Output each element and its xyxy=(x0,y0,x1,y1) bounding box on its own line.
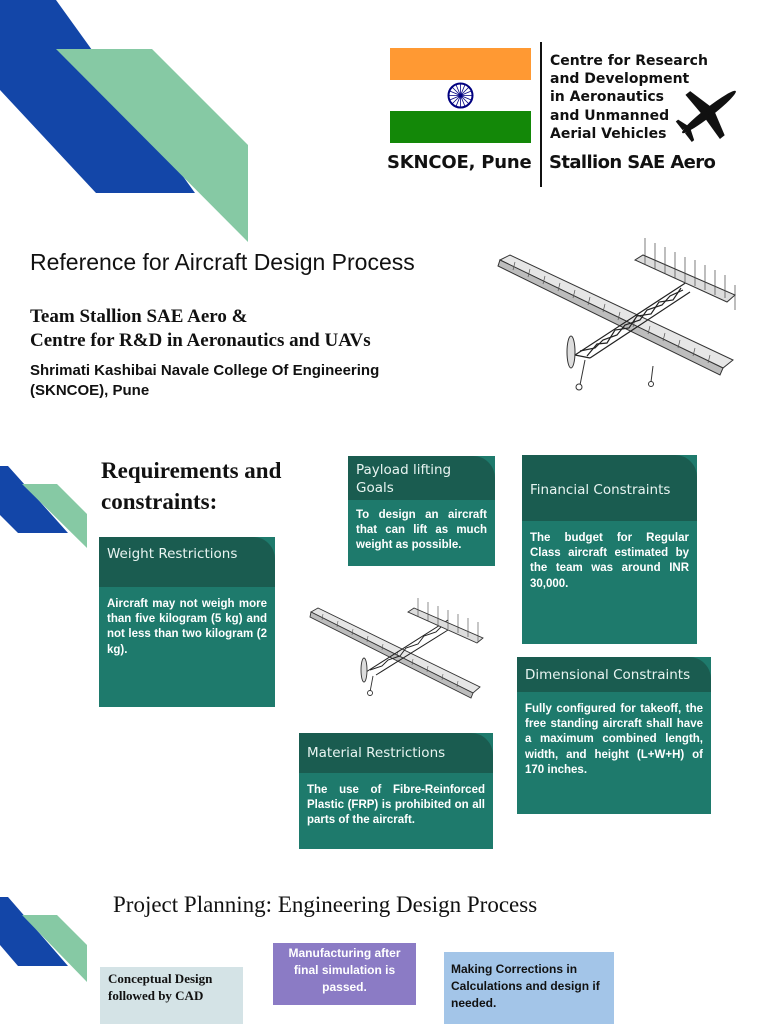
college-line: Shrimati Kashibai Navale College Of Engineering xyxy=(30,362,380,379)
card-body: Fully configured for takeoff, the free standing aircraft shall have a maximum combined length, width, and height (L+W+H) of 170 inches. xyxy=(525,703,703,776)
centre-name-line: Centre for Research xyxy=(550,53,708,69)
requirements-heading xyxy=(101,455,281,517)
step-corrections: Making Corrections in Calculations and design if needed. xyxy=(444,952,614,1024)
card-body: Aircraft may not weigh more than five kilogram (5 kg) and not less than two kilogram (2 kg). xyxy=(107,598,267,656)
requirements-heading-line: constraints: xyxy=(101,489,218,514)
airplane-icon xyxy=(672,80,747,150)
team-line: Team Stallion SAE Aero & xyxy=(30,306,248,327)
requirements-heading-line: Requirements and xyxy=(101,458,282,483)
step-manufacturing: Manufacturing after final simulation is passed. xyxy=(273,943,416,1005)
centre-name-line: and Unmanned xyxy=(550,107,670,124)
card-body: The budget for Regular Class aircraft estimated by the team was around INR 30,000. xyxy=(530,532,689,590)
planning-title: Project Planning: Engineering Design Process xyxy=(113,892,538,917)
card-title: Financial Constraints xyxy=(522,455,697,521)
india-flag xyxy=(390,48,531,143)
card-title: Dimensional Constraints xyxy=(517,657,711,692)
step-conceptual-design: Conceptual Design followed by CAD xyxy=(100,967,243,1024)
logo-divider xyxy=(540,42,542,187)
decorative-stripes-bottom xyxy=(0,895,90,985)
decorative-stripes-top xyxy=(0,0,250,245)
material-restrictions-card xyxy=(299,733,493,849)
card-body: The use of Fibre-Reinforced Plastic (FRP) is prohibited on all parts of the aircraft. xyxy=(307,784,485,827)
dimensional-constraints-card xyxy=(517,657,711,814)
card-body: To design an aircraft that can lift as much weight as possible. xyxy=(356,509,487,552)
financial-constraints-card xyxy=(522,455,697,644)
college-short-name: SKNCOE, Pune xyxy=(387,152,532,173)
team-logo-name: Stallion SAE Aero xyxy=(549,152,716,173)
centre-name-line: in Aeronautics xyxy=(550,89,664,106)
card-title: Weight Restrictions xyxy=(99,537,275,587)
payload-goals-card xyxy=(348,456,495,566)
college-line: (SKNCOE), Pune xyxy=(30,382,150,399)
team-line: Centre for R&D in Aeronautics and UAVs xyxy=(30,330,371,351)
college-name xyxy=(30,361,379,401)
aircraft-structure-image xyxy=(495,230,745,405)
centre-name-line: and Development xyxy=(550,71,690,88)
card-title: Material Restrictions xyxy=(299,733,493,773)
card-title: Payload lifting Goals xyxy=(348,456,495,500)
aircraft-structure-image-small xyxy=(308,590,488,705)
team-names xyxy=(30,305,371,353)
page-title: Reference for Aircraft Design Process xyxy=(30,249,415,275)
decorative-stripes-mid xyxy=(0,460,90,555)
centre-name-line: Aerial Vehicles xyxy=(550,125,667,142)
weight-restrictions-card xyxy=(99,537,275,707)
